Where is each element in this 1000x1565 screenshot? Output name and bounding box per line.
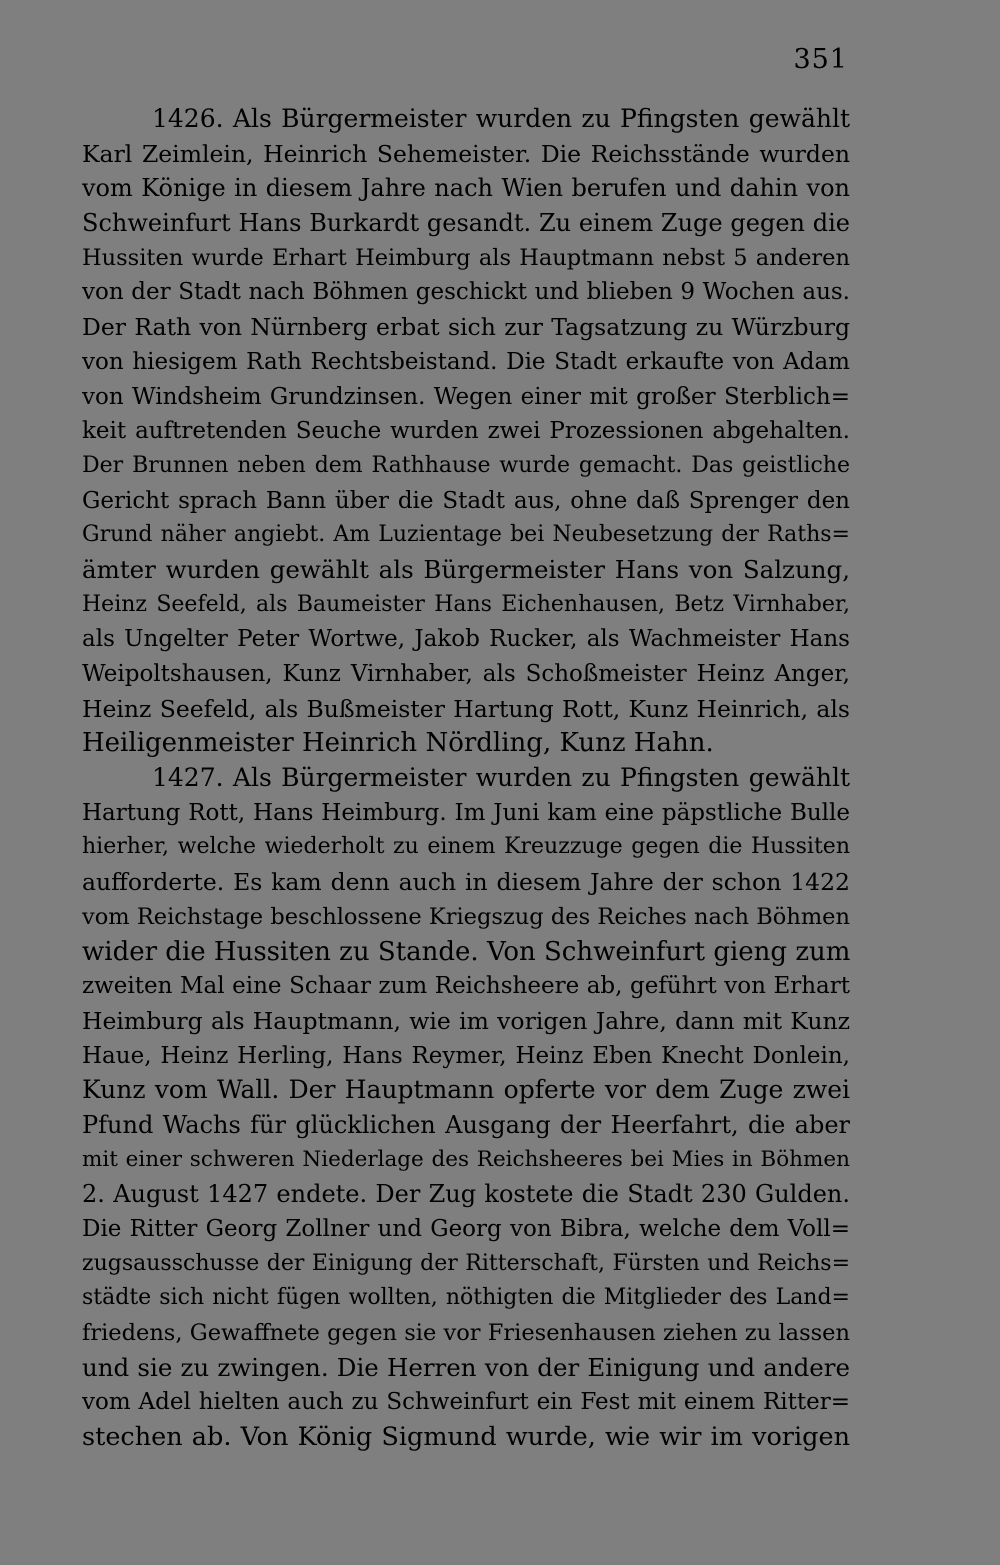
text-line: von der Stadt nach Böhmen geschickt und blieben 9 Wochen aus.	[82, 279, 850, 306]
text-line: aufforderte. Es kam denn auch in diesem Jahre der schon 1422	[82, 868, 850, 897]
text-line: Heiligenmeister Heinrich Nördling, Kunz Hahn.	[82, 728, 714, 759]
text-line: 2. August 1427 endete. Der Zug kostete die Stadt 230 Gulden.	[82, 1180, 850, 1209]
text-line: friedens, Gewaffnete gegen sie vor Friesenhausen ziehen zu lassen	[82, 1320, 850, 1347]
body-text	[82, 102, 850, 1455]
text-line: von Windsheim Grundzinsen. Wegen einer mit großer Sterblich=	[82, 383, 850, 410]
text-line: Hussiten wurde Erhart Heimburg als Hauptmann nebst 5 anderen	[82, 244, 850, 271]
text-line: keit auftretenden Seuche wurden zwei Prozessionen abgehalten.	[82, 418, 850, 445]
text-line: Weipoltshausen, Kunz Virnhaber, als Schoßmeister Heinz Anger,	[82, 661, 850, 687]
page-number: 351	[793, 44, 848, 75]
text-line: zweiten Mal eine Schaar zum Reichsheere ab, geführt von Erhart	[82, 973, 850, 1000]
text-line: zugsausschusse der Einigung der Ritterschaft, Fürsten und Reichs=	[82, 1250, 850, 1276]
text-line: Die Ritter Georg Zollner und Georg von Bibra, welche dem Voll=	[82, 1216, 850, 1242]
text-line: Der Rath von Nürnberg erbat sich zur Tagsatzung zu Würzburg	[82, 313, 850, 342]
text-line: Pfund Wachs für glücklichen Ausgang der Heerfahrt, die aber	[82, 1110, 850, 1139]
text-line: vom Adel hielten auch zu Schweinfurt ein Fest mit einem Ritter=	[82, 1389, 850, 1416]
text-line: Heimburg als Hauptmann, wie im vorigen Jahre, dann mit Kunz	[82, 1006, 850, 1035]
text-line: vom Reichstage beschlossene Kriegszug des Reiches nach Böhmen	[82, 903, 850, 930]
text-line: hierher, welche wiederholt zu einem Kreuzzuge gegen die Hussiten	[82, 834, 850, 860]
text-line: Heinz Seefeld, als Bußmeister Hartung Rott, Kunz Heinrich, als	[82, 694, 850, 723]
text-line: ämter wurden gewählt als Bürgermeister Hans von Salzung,	[82, 554, 850, 584]
text-line: Haue, Heinz Herling, Hans Reymer, Heinz Eben Knecht Donlein,	[82, 1042, 850, 1069]
text-line: als Ungelter Peter Wortwe, Jakob Rucker, als Wachmeister Hans	[82, 626, 850, 653]
text-line: Grund näher angiebt. Am Luzientage bei Neubesetzung der Raths=	[82, 522, 850, 548]
text-line: Heinz Seefeld, als Baumeister Hans Eichenhausen, Betz Virnhaber,	[82, 591, 850, 617]
text-line: Gericht sprach Bann über die Stadt aus, ohne daß Sprenger den	[82, 487, 850, 514]
text-line: mit einer schweren Niederlage des Reichsheeres bei Mies in Böhmen	[82, 1146, 850, 1172]
text-line: 1426. Als Bürgermeister wurden zu Pfingsten gewählt	[152, 104, 850, 133]
text-line: Hartung Rott, Hans Heimburg. Im Juni kam eine päpstliche Bulle	[82, 799, 850, 826]
text-line: Schweinfurt Hans Burkardt gesandt. Zu einem Zuge gegen die	[82, 209, 850, 238]
text-line: 1427. Als Bürgermeister wurden zu Pfingsten gewählt	[152, 763, 850, 793]
text-line: vom Könige in diesem Jahre nach Wien berufen und dahin von	[82, 174, 850, 203]
text-line: städte sich nicht fügen wollten, nöthigten die Mitglieder des Land=	[82, 1285, 850, 1311]
text-line: Kunz vom Wall. Der Hauptmann opferte vor dem Zuge zwei	[82, 1075, 850, 1105]
text-line: und sie zu zwingen. Die Herren von der Einigung und andere	[82, 1352, 850, 1382]
text-line: von hiesigem Rath Rechtsbeistand. Die Stadt erkaufte von Adam	[82, 348, 850, 375]
text-line: Karl Zeimlein, Heinrich Sehemeister. Die Reichsstände wurden	[82, 139, 850, 168]
text-line: wider die Hussiten zu Stande. Von Schweinfurt gieng zum	[82, 936, 850, 967]
text-line: stechen ab. Von König Sigmund wurde, wie wir im vorigen	[82, 1422, 850, 1453]
text-line: Der Brunnen neben dem Rathhause wurde gemacht. Das geistliche	[82, 452, 850, 478]
